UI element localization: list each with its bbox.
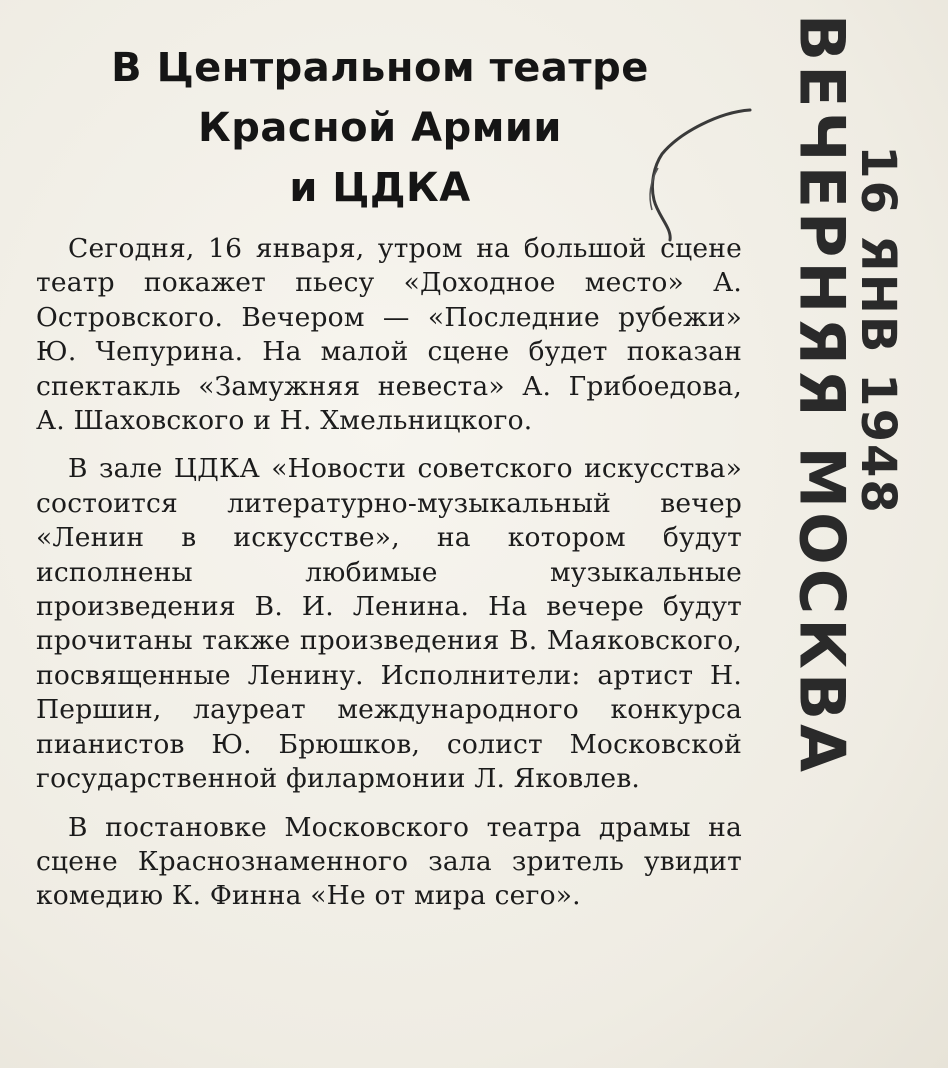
- article-headline: [60, 38, 700, 218]
- article-body: [36, 232, 742, 914]
- pencil-mark: [620, 92, 760, 242]
- headline-line-1: В Центральном театре: [111, 45, 649, 91]
- paragraph-3: В постановке Московского театра драмы на сцене Краснознаменного зала зритель увидит комедию К. Финна «Не от мира сего».: [36, 811, 742, 912]
- source-stamp: ВЕЧЕРНЯЯ МОСКВА: [785, 13, 859, 777]
- date-stamp: 16 ЯНВ 1948: [850, 145, 906, 515]
- headline-line-3: и ЦДКА: [289, 165, 471, 211]
- paragraph-2: В зале ЦДКА «Новости советского искусства» состоится литературно-музыкальный вечер «Ленин в искусстве», на котором будут исполнены любимые музыкальные произведения В. И. Ленина. На вечере будут прочитаны также произведения В. Маяковского, посвященные Ленину. Исполнители: артист Н. Першин, лауреат международного конкурса пианистов Ю. Брюшков, солист Московской государственной филармонии Л. Яковлев.: [36, 453, 742, 795]
- paragraph-1: Сегодня, 16 января, утром на большой сцене театр покажет пьесу «Доходное место» А. Островского. Вечером — «Последние рубежи» Ю. Чепурина. На малой сцене будет показан спектакль «Замужняя невеста» А. Грибоедова, А. Шаховского и Н. Хмельницкого.: [36, 233, 742, 437]
- headline-line-2: Красной Армии: [198, 105, 562, 151]
